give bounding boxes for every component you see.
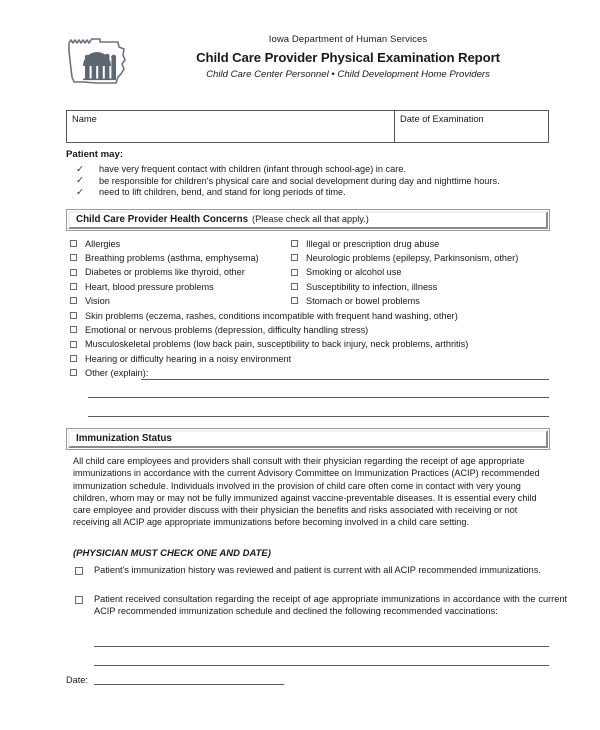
health-concerns-left-column: [66, 237, 296, 308]
checkbox-icon[interactable]: [70, 269, 77, 276]
checkmark-icon: ✓: [76, 163, 84, 175]
health-concerns-heading-note: (Please check all that apply.): [252, 214, 369, 224]
name-field-cell[interactable]: [67, 111, 395, 142]
patient-may-section: [66, 148, 550, 199]
checkbox-icon[interactable]: [291, 283, 298, 290]
checkbox-icon[interactable]: [70, 297, 77, 304]
checkbox-row[interactable]: [66, 280, 296, 294]
checkbox-icon[interactable]: [75, 596, 83, 604]
patient-may-list: [66, 164, 550, 199]
checkbox-label: Hearing or difficulty hearing in a noisy environment: [85, 353, 292, 364]
exam-date-label: Date of Examination: [400, 114, 484, 124]
list-item: [66, 164, 550, 176]
checkbox-label: Breathing problems (asthma, emphysema): [85, 253, 259, 264]
checkbox-row[interactable]: [66, 323, 550, 337]
name-date-table: [66, 110, 549, 143]
health-concerns-heading: Child Care Provider Health Concerns: [76, 214, 249, 225]
checkbox-icon[interactable]: [291, 269, 298, 276]
checkmark-icon: ✓: [76, 186, 84, 198]
checkbox-row[interactable]: [287, 294, 552, 308]
exam-date-field-cell[interactable]: [395, 111, 548, 142]
vaccination-rule-1[interactable]: [94, 646, 549, 647]
checkbox-label: Skin problems (eczema, rashes, conditions incompatible with frequent hand washing, other): [85, 311, 458, 321]
immunization-section-header: [66, 428, 550, 450]
checkbox-icon[interactable]: [70, 240, 77, 247]
signature-date-rule[interactable]: [94, 684, 284, 685]
list-item-label: have very frequent contact with children (infant through school-age) in care.: [99, 164, 406, 174]
immunization-heading: Immunization Status: [76, 433, 172, 444]
checkbox-label: Vision: [85, 295, 110, 306]
iowa-dhs-logo-icon: [66, 33, 128, 91]
checkbox-icon[interactable]: [70, 283, 77, 290]
agency-name: Iowa Department of Human Services: [268, 34, 428, 45]
checkbox-label: Stomach or bowel problems: [306, 295, 420, 306]
physician-instruction: (PHYSICIAN MUST CHECK ONE AND DATE): [73, 548, 271, 559]
immunization-option-2[interactable]: [73, 593, 567, 618]
page-title: Child Care Provider Physical Examination Report: [196, 50, 500, 65]
name-label: Name: [72, 114, 97, 124]
checkbox-icon[interactable]: [75, 567, 83, 575]
section-bar-label: [76, 214, 369, 225]
document-header: [66, 33, 550, 95]
signature-date-label: Date:: [66, 675, 88, 685]
checkbox-row[interactable]: [66, 251, 296, 265]
other-explain-rule-2[interactable]: [88, 397, 549, 398]
header-text-block: [148, 33, 548, 82]
list-item: [66, 176, 550, 188]
checkbox-icon[interactable]: [70, 254, 77, 261]
checkbox-row[interactable]: [66, 337, 550, 351]
immunization-option-1[interactable]: [73, 564, 564, 576]
list-item: [66, 187, 550, 199]
vaccination-rule-2[interactable]: [94, 665, 549, 666]
other-explain-rule-1[interactable]: [141, 379, 549, 380]
checkbox-label: Emotional or nervous problems (depression, difficulty handling stress): [85, 325, 369, 336]
checkmark-icon: ✓: [76, 175, 84, 187]
patient-may-title: Patient may:: [66, 149, 124, 160]
checkbox-icon[interactable]: [70, 326, 77, 333]
checkbox-icon[interactable]: [291, 240, 298, 247]
checkbox-icon[interactable]: [70, 312, 77, 319]
checkbox-label: Diabetes or problems like thyroid, other: [85, 267, 245, 278]
document-subtitle: Child Care Center Personnel • Child Development Home Providers: [206, 69, 490, 80]
other-explain-label: Other (explain):: [85, 367, 149, 378]
checkbox-icon[interactable]: [70, 341, 77, 348]
checkbox-row[interactable]: [287, 280, 552, 294]
section-bar-label: [76, 433, 172, 444]
checkbox-row[interactable]: [287, 265, 552, 279]
immunization-option-2-label: Patient received consultation regarding the receipt of age appropriate immunizations in accordance with the current ACIP recommended immunization schedule and declined the following recommended vaccinations:: [94, 594, 567, 617]
checkbox-row[interactable]: [66, 265, 296, 279]
health-concerns-section-header: [66, 209, 550, 231]
checkbox-icon[interactable]: [70, 355, 77, 362]
checkbox-icon[interactable]: [70, 369, 77, 376]
checkbox-row[interactable]: [66, 352, 550, 366]
checkbox-row[interactable]: [287, 237, 552, 251]
health-concerns-full-width-list: [66, 309, 550, 380]
checkbox-label: Neurologic problems (epilepsy, Parkinsonism, other): [306, 253, 519, 264]
checkbox-row-other[interactable]: [66, 366, 550, 380]
immunization-option-1-label: Patient's immunization history was reviewed and patient is current with all ACIP recommended immunizations.: [94, 565, 541, 575]
checkbox-label: Musculoskeletal problems (low back pain, susceptibility to back injury, neck problems, arthritis): [85, 339, 469, 350]
checkbox-row[interactable]: [287, 251, 552, 265]
checkbox-icon[interactable]: [291, 254, 298, 261]
checkbox-label: Illegal or prescription drug abuse: [306, 239, 440, 249]
checkbox-row[interactable]: [66, 309, 550, 323]
checkbox-label: Smoking or alcohol use: [306, 267, 402, 278]
other-explain-rule-3[interactable]: [88, 416, 549, 417]
checkbox-label: Susceptibility to infection, illness: [306, 281, 438, 292]
checkbox-row[interactable]: [66, 294, 296, 308]
health-concerns-right-column: [287, 237, 552, 308]
checkbox-label: Allergies: [85, 239, 121, 249]
checkbox-icon[interactable]: [291, 297, 298, 304]
list-item-label: need to lift children, bend, and stand for long periods of time.: [99, 187, 346, 198]
list-item-label: be responsible for children's physical care and social development during day and nighttime hours.: [99, 175, 500, 186]
checkbox-row[interactable]: [66, 237, 296, 251]
immunization-paragraph: All child care employees and providers shall consult with their physician regarding the receipt of age appropriate immunizations in accordance with the current Advisory Committee on Immunization Practices (ACIP) recommended immunization schedule. Individuals involved in the provision of child care often come in contact with very young children, whom may or may not be fully immunized against vaccine-preventable diseases. It is essential every child care employee and provider discuss with their physician the benefits and risks associated with receiving or not receiving all ACIP age appropriate immunizations before becoming involved in a child care setting.: [73, 456, 540, 528]
checkbox-label: Heart, blood pressure problems: [85, 281, 214, 292]
